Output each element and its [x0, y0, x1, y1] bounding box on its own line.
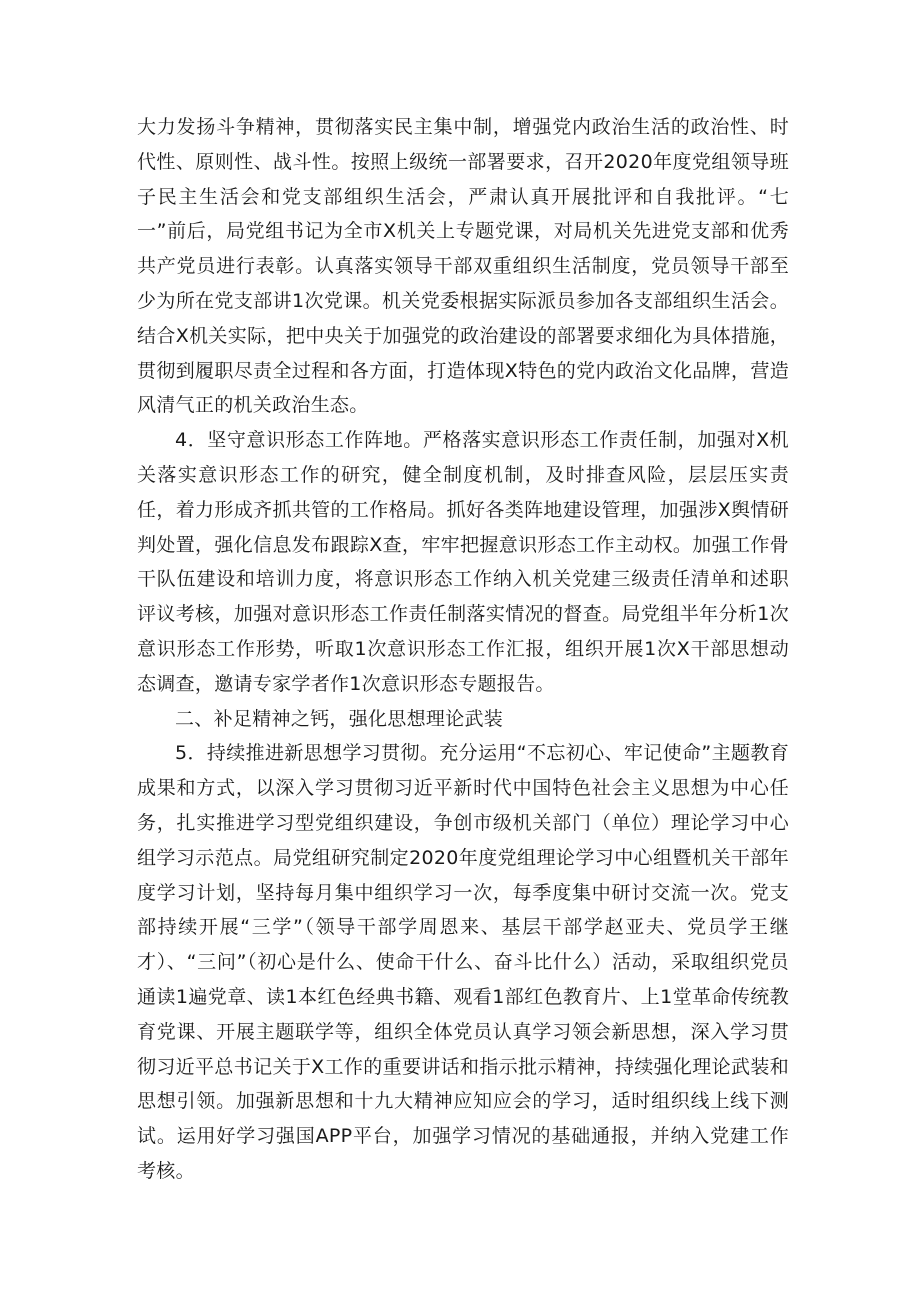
section-heading-2: 二、补足精神之钙，强化思想理论武装 — [175, 707, 504, 730]
paragraph-theory-study: 5．持续推进新思想学习贯彻。充分运用“不忘初心、牢记使命”主题教育成果和方式，以深入学习贯彻习近平新时代中国特色社会主义思想为中心任务，扎实推进学习型党组织建设，争创市级机关部门（单位）理论学习中心组学习示范点。局党组研究制定2020年度党组理论学习中心组暨机关干部年度学习计划，坚持每月集中组织学习一次，每季度集中研讨交流一次。党支部持续开展“三学”（领导干部学周恩来、基层干部学赵亚夫、党员学王继才）、“三问”（初心是什么、使命干什么、奋斗比什么）活动，采取组织党员通读1遍党章、读1本红色经典书籍、观看1部红色教育片、上1堂革命传统教育党课、开展主题联学等，组织全体党员认真学习领会新思想，深入学习贯彻习近平总书记关于X工作的重要讲话和指示批示精神，持续强化理论武装和思想引领。加强新思想和十九大精神应知应会的学习，适时组织线上线下测试。运用好学习强国APP平台，加强学习情况的基础通报，并纳入党建工作考核。 — [137, 742, 789, 1182]
paragraph-ideology-work: 4．坚守意识形态工作阵地。严格落实意识形态工作责任制，加强对X机关落实意识形态工作的研究，健全制度机制，及时排查风险，层层压实责任，着力形成齐抓共管的工作格局。抓好各类阵地建设管理，加强涉X舆情研判处置，强化信息发布跟踪X查，牢牢把握意识形态工作主动权。加强工作骨干队伍建设和培训力度，将意识形态工作纳入机关党建三级责任清单和述职评议考核，加强对意识形态工作责任制落实情况的督查。局党组半年分析1次意识形态工作形势，听取1次意识形态工作汇报，组织开展1次X干部思想动态调查，邀请专家学者作1次意识形态专题报告。 — [137, 429, 789, 695]
paragraph-party-life: 大力发扬斗争精神，贯彻落实民主集中制，增强党内政治生活的政治性、时代性、原则性、战斗性。按照上级统一部署要求，召开2020年度党组领导班子民主生活会和党支部组织生活会，严肃认真开展批评和自我批评。“七一”前后，局党组书记为全市X机关上专题党课，对局机关先进党支部和优秀共产党员进行表彰。认真落实领导干部双重组织生活制度，党员领导干部至少为所在党支部讲1次党课。机关党委根据实际派员参加各支部组织生活会。结合X机关实际，把中央关于加强党的政治建设的部署要求细化为具体措施，贯彻到履职尽责全过程和各方面，打造体现X特色的党内政治文化品牌，营造风清气正的机关政治生态。 — [137, 116, 789, 417]
document-body — [137, 110, 789, 1189]
